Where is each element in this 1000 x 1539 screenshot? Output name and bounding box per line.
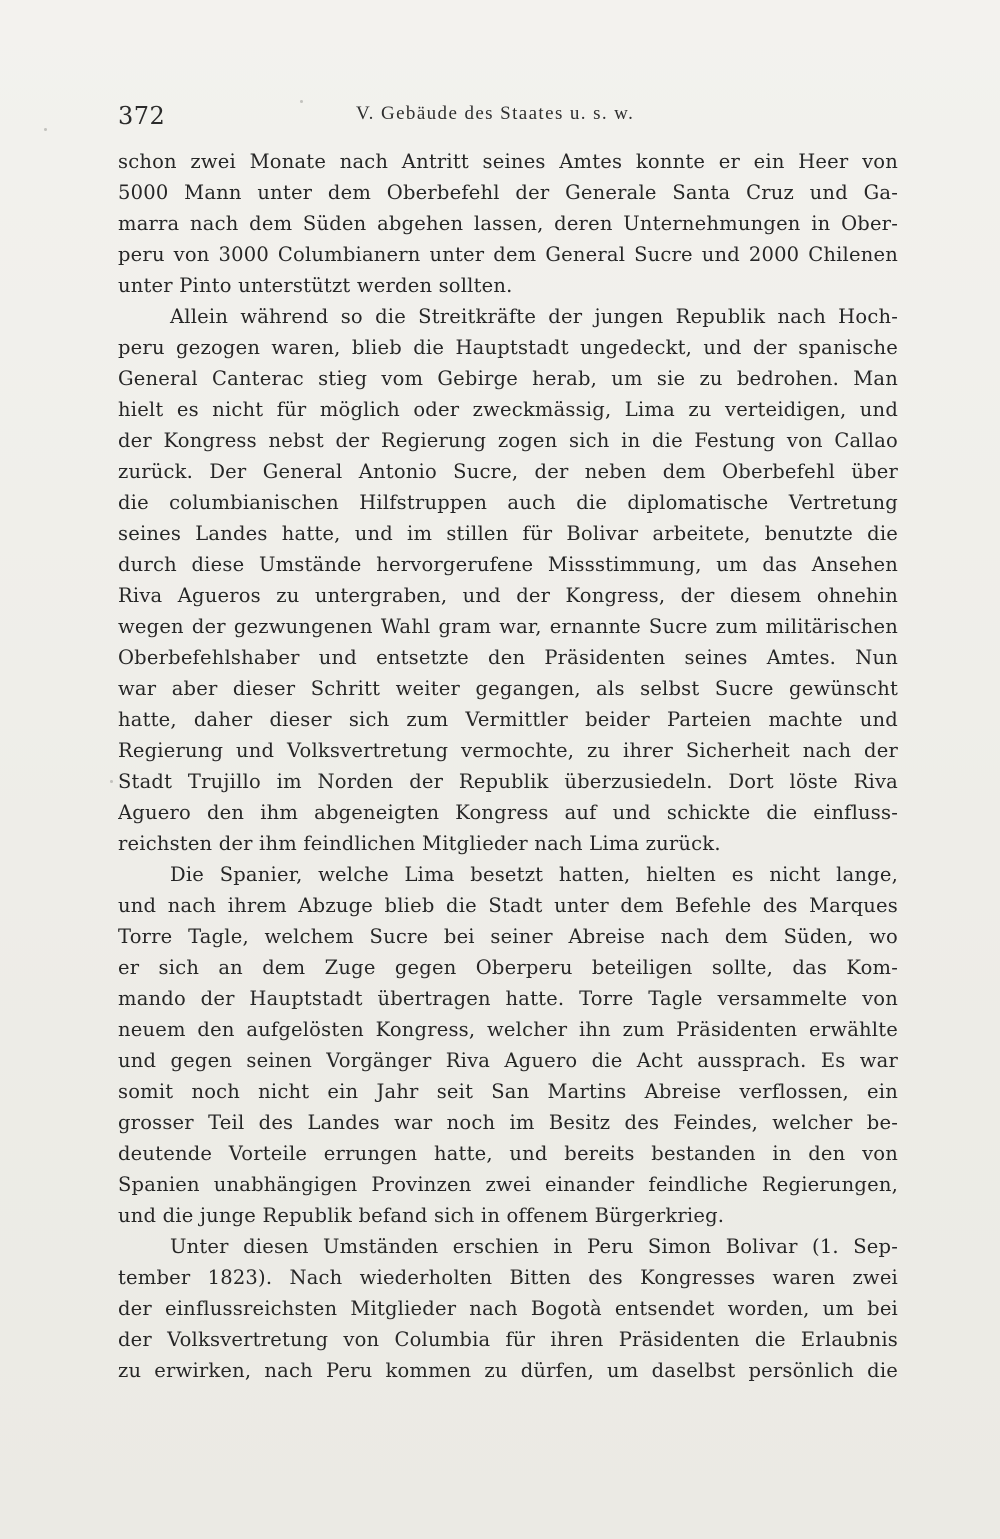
text-line: neuem den aufgelösten Kongress, welcher ihn zum Präsidenten erwählte [118, 1018, 898, 1041]
text-line: Die Spanier, welche Lima besetzt hatten, hielten es nicht lange, [170, 863, 898, 886]
running-head: V. Gebäude des Staates u. s. w. [356, 103, 635, 124]
page-number: 372 [118, 102, 166, 130]
text-line: deutende Vorteile errungen hatte, und bereits bestanden in den von [118, 1142, 898, 1165]
text-line: der Kongress nebst der Regierung zogen sich in die Festung von Callao [118, 429, 898, 452]
text-line: Allein während so die Streitkräfte der jungen Republik nach Hoch- [170, 305, 898, 328]
text-line: unter Pinto unterstützt werden sollten. [118, 274, 513, 297]
text-line: und nach ihrem Abzuge blieb die Stadt unter dem Befehle des Marques [118, 894, 898, 917]
text-line: der einflussreichsten Mitglieder nach Bogotà entsendet worden, um bei [118, 1297, 898, 1320]
text-line: zu erwirken, nach Peru kommen zu dürfen, um daselbst persönlich die [118, 1359, 898, 1382]
page-header [118, 100, 898, 140]
text-line: hielt es nicht für möglich oder zweckmässig, Lima zu verteidigen, und [118, 398, 898, 421]
text-line: Aguero den ihm abgeneigten Kongress auf und schickte die einfluss- [118, 801, 898, 824]
text-line: wegen der gezwungenen Wahl gram war, ernannte Sucre zum militärischen [118, 615, 898, 638]
text-line: General Canterac stieg vom Gebirge herab, um sie zu bedrohen. Man [118, 367, 898, 390]
text-line: und gegen seinen Vorgänger Riva Aguero die Acht aussprach. Es war [118, 1049, 898, 1072]
text-line: Unter diesen Umständen erschien in Peru Simon Bolivar (1. Sep- [170, 1235, 898, 1258]
text-line: Stadt Trujillo im Norden der Republik überzusiedeln. Dort löste Riva [118, 770, 898, 793]
text-line: Oberbefehlshaber und entsetzte den Präsidenten seines Amtes. Nun [118, 646, 898, 669]
text-line: Spanien unabhängigen Provinzen zwei einander feindliche Regierungen, [118, 1173, 898, 1196]
text-line: seines Landes hatte, und im stillen für Bolivar arbeitete, benutzte die [118, 522, 898, 545]
text-line: grosser Teil des Landes war noch im Besitz des Feindes, welcher be- [118, 1111, 898, 1134]
paper-speck [44, 128, 47, 131]
text-line: er sich an dem Zuge gegen Oberperu beteiligen sollte, das Kom- [118, 956, 898, 979]
text-line: die columbianischen Hilfstruppen auch die diplomatische Vertretung [118, 491, 898, 514]
text-line: Regierung und Volksvertretung vermochte, zu ihrer Sicherheit nach der [118, 739, 898, 762]
paper-speck [110, 780, 113, 783]
text-line: hatte, daher dieser sich zum Vermittler beider Parteien machte und [118, 708, 898, 731]
text-line: schon zwei Monate nach Antritt seines Amtes konnte er ein Heer von [118, 150, 898, 173]
text-line: durch diese Umstände hervorgerufene Missstimmung, um das Ansehen [118, 553, 898, 576]
paper-speck [300, 100, 303, 103]
text-line: Torre Tagle, welchem Sucre bei seiner Abreise nach dem Süden, wo [118, 925, 898, 948]
text-line: tember 1823). Nach wiederholten Bitten des Kongresses waren zwei [118, 1266, 898, 1289]
text-line: zurück. Der General Antonio Sucre, der neben dem Oberbefehl über [118, 460, 898, 483]
text-line: Riva Agueros zu untergraben, und der Kongress, der diesem ohnehin [118, 584, 898, 607]
text-line: somit noch nicht ein Jahr seit San Martins Abreise verflossen, ein [118, 1080, 898, 1103]
text-line: und die junge Republik befand sich in offenem Bürgerkrieg. [118, 1204, 725, 1227]
text-line: 5000 Mann unter dem Oberbefehl der Generale Santa Cruz und Ga- [118, 181, 898, 204]
text-line: reichsten der ihm feindlichen Mitglieder nach Lima zurück. [118, 832, 721, 855]
text-line: peru gezogen waren, blieb die Hauptstadt ungedeckt, und der spanische [118, 336, 898, 359]
text-line: der Volksvertretung von Columbia für ihren Präsidenten die Erlaubnis [118, 1328, 898, 1351]
text-line: war aber dieser Schritt weiter gegangen, als selbst Sucre gewünscht [118, 677, 898, 700]
text-line: marra nach dem Süden abgehen lassen, deren Unternehmungen in Ober- [118, 212, 898, 235]
body-text [118, 146, 898, 1386]
text-line: mando der Hauptstadt übertragen hatte. Torre Tagle versammelte von [118, 987, 898, 1010]
text-line: peru von 3000 Columbianern unter dem General Sucre und 2000 Chilenen [118, 243, 898, 266]
